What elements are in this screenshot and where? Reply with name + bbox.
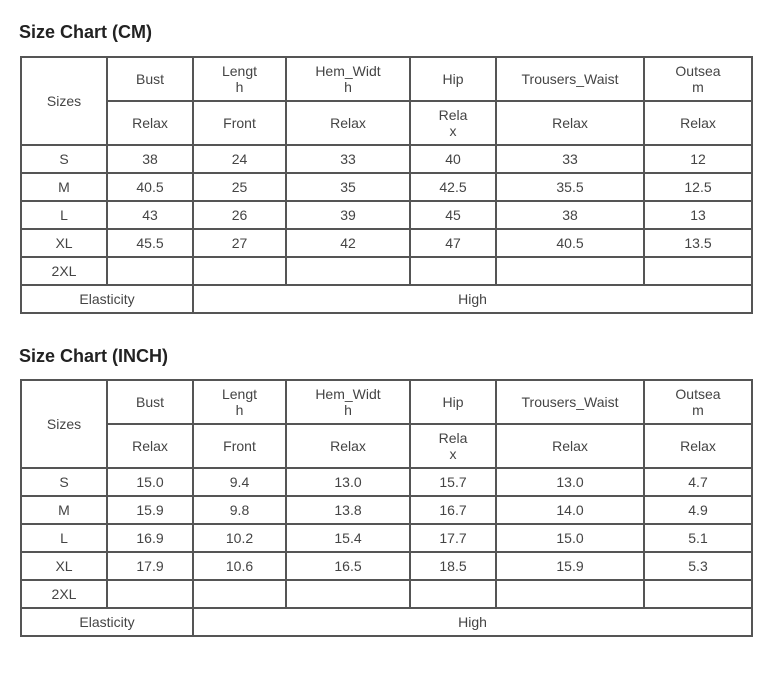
subheader-cell-text: Relax — [438, 107, 468, 139]
sizes-header-text: Sizes — [46, 416, 82, 432]
measurement-cell-text: 40.5 — [556, 235, 584, 251]
table-row — [21, 580, 752, 608]
measurement-cell-text: 45.5 — [136, 235, 164, 251]
measurement-cell — [107, 229, 193, 257]
measurement-cell — [286, 552, 410, 580]
subheader-cell-text: Relax — [330, 438, 366, 454]
elasticity-row — [21, 285, 752, 313]
measurement-cell — [644, 145, 752, 173]
size-label-cell — [21, 173, 107, 201]
measurement-cell — [644, 580, 752, 608]
measurement-cell-text: 45 — [445, 207, 461, 223]
measurement-cell-text: 15.9 — [136, 502, 164, 518]
length-header-text: Length — [221, 63, 258, 95]
table-row — [21, 524, 752, 552]
measurement-cell-text: 18.5 — [439, 558, 467, 574]
hip-header-text: Hip — [442, 394, 464, 410]
measurement-cell-text: 9.4 — [229, 474, 250, 490]
size-label-cell-text: L — [60, 207, 68, 223]
trousers-waist-header — [496, 57, 644, 101]
table-row — [21, 145, 752, 173]
size-label-cell — [21, 468, 107, 496]
trousers-waist-header-text: Trousers_Waist — [521, 71, 619, 87]
size-label-cell — [21, 524, 107, 552]
size-label-cell-text: XL — [55, 235, 73, 251]
measurement-cell — [286, 145, 410, 173]
subheader-cell-text: Relax — [330, 115, 366, 131]
measurement-cell — [496, 524, 644, 552]
measurement-cell — [193, 229, 286, 257]
measurement-cell — [496, 580, 644, 608]
subheader-cell-text: Relax — [132, 115, 168, 131]
measurement-cell — [193, 201, 286, 229]
measurement-cell-text: 4.7 — [688, 474, 708, 490]
length-header — [193, 380, 286, 424]
measurement-cell — [107, 524, 193, 552]
measurement-cell-text: 14.0 — [556, 502, 584, 518]
elasticity-label — [21, 285, 193, 313]
measurement-cell — [410, 145, 496, 173]
measurement-cell — [496, 552, 644, 580]
measurement-cell — [107, 580, 193, 608]
measurement-cell — [410, 229, 496, 257]
measurement-cell — [410, 552, 496, 580]
elasticity-label-text: Elasticity — [79, 291, 135, 307]
subheader-cell-text: Front — [223, 438, 256, 454]
measurement-cell-text: 33 — [340, 151, 356, 167]
subheader-cell — [496, 101, 644, 145]
size-label-cell-text: 2XL — [51, 263, 77, 279]
measurement-cell — [644, 496, 752, 524]
size-chart-inch-title: Size Chart (INCH) — [19, 346, 169, 366]
subheader-cell — [107, 424, 193, 468]
measurement-cell — [193, 580, 286, 608]
measurement-cell-text: 5.1 — [688, 530, 708, 546]
measurement-cell — [496, 257, 644, 285]
measurement-cell-text: 15.0 — [556, 530, 584, 546]
size-chart-inch-table — [20, 379, 753, 637]
hip-header — [410, 380, 496, 424]
subheader-cell-text: Relax — [680, 115, 716, 131]
header-row — [21, 57, 752, 101]
measurement-cell — [286, 257, 410, 285]
measurement-cell-text: 10.2 — [225, 530, 254, 546]
measurement-cell — [410, 496, 496, 524]
measurement-cell-text: 15.0 — [136, 474, 164, 490]
subheader-cell — [644, 424, 752, 468]
measurement-cell-text: 39 — [340, 207, 356, 223]
measurement-cell-text: 15.4 — [334, 530, 362, 546]
measurement-cell — [107, 496, 193, 524]
measurement-cell-text: 13.0 — [334, 474, 362, 490]
measurement-cell-text: 47 — [445, 235, 461, 251]
subheader-cell — [286, 424, 410, 468]
subheader-cell — [107, 101, 193, 145]
hip-header-text: Hip — [442, 71, 464, 87]
measurement-cell — [107, 257, 193, 285]
measurement-cell — [644, 173, 752, 201]
measurement-cell-text: 35.5 — [556, 179, 584, 195]
measurement-cell — [496, 229, 644, 257]
measurement-cell — [644, 201, 752, 229]
length-header-text: Length — [221, 386, 258, 418]
measurement-cell — [193, 145, 286, 173]
size-label-cell-text: S — [59, 151, 69, 167]
measurement-cell — [107, 201, 193, 229]
measurement-cell — [286, 173, 410, 201]
measurement-cell — [410, 257, 496, 285]
outseam-header-text: Outseam — [675, 386, 721, 418]
measurement-cell-text: 26 — [231, 207, 248, 223]
measurement-cell — [107, 173, 193, 201]
hem-width-header-text: Hem_Width — [315, 63, 381, 95]
measurement-cell-text: 25 — [231, 179, 248, 195]
size-label-cell — [21, 552, 107, 580]
measurement-cell-text: 16.7 — [439, 502, 467, 518]
measurement-cell — [193, 173, 286, 201]
measurement-cell-text: 10.6 — [225, 558, 254, 574]
subheader-cell — [193, 424, 286, 468]
size-label-cell — [21, 257, 107, 285]
sizes-header — [21, 57, 107, 145]
size-label-cell-text: M — [58, 179, 70, 195]
table-row — [21, 173, 752, 201]
table-row — [21, 468, 752, 496]
table-row — [21, 201, 752, 229]
measurement-cell-text: 13.0 — [556, 474, 584, 490]
size-label-cell-text: L — [60, 530, 68, 546]
measurement-cell-text: 12 — [690, 151, 706, 167]
subheader-cell — [410, 101, 496, 145]
measurement-cell — [193, 552, 286, 580]
bust-header-text: Bust — [135, 394, 164, 410]
size-chart-cm-body — [21, 57, 752, 313]
measurement-cell-text: 16.9 — [136, 530, 164, 546]
measurement-cell — [410, 524, 496, 552]
measurement-cell — [496, 496, 644, 524]
bust-header — [107, 380, 193, 424]
size-label-cell — [21, 496, 107, 524]
subheader-row — [21, 101, 752, 145]
measurement-cell-text: 33 — [562, 151, 578, 167]
measurement-cell-text: 40.5 — [136, 179, 164, 195]
measurement-cell — [410, 580, 496, 608]
measurement-cell — [107, 468, 193, 496]
table-row — [21, 496, 752, 524]
length-header — [193, 57, 286, 101]
measurement-cell — [644, 229, 752, 257]
hem-width-header — [286, 380, 410, 424]
measurement-cell — [286, 229, 410, 257]
measurement-cell-text: 17.7 — [439, 530, 467, 546]
table-row — [21, 257, 752, 285]
measurement-cell — [496, 173, 644, 201]
measurement-cell-text: 15.7 — [439, 474, 467, 490]
measurement-cell — [286, 496, 410, 524]
measurement-cell-text: 4.9 — [688, 502, 708, 518]
size-label-cell-text: XL — [55, 558, 73, 574]
size-label-cell-text: S — [59, 474, 69, 490]
measurement-cell-text: 17.9 — [136, 558, 164, 574]
measurement-cell — [644, 257, 752, 285]
measurement-cell-text: 42.5 — [439, 179, 467, 195]
measurement-cell — [496, 468, 644, 496]
measurement-cell — [193, 496, 286, 524]
outseam-header-text: Outseam — [675, 63, 721, 95]
size-label-cell — [21, 145, 107, 173]
size-chart-cm-table — [20, 56, 753, 314]
elasticity-label — [21, 608, 193, 636]
measurement-cell — [286, 468, 410, 496]
measurement-cell-text: 27 — [231, 235, 248, 251]
size-chart-cm-title: Size Chart (CM) — [19, 22, 153, 42]
size-label-cell — [21, 201, 107, 229]
hem-width-header — [286, 57, 410, 101]
size-label-cell-text: 2XL — [51, 586, 77, 602]
measurement-cell — [410, 201, 496, 229]
subheader-cell — [644, 101, 752, 145]
measurement-cell — [496, 201, 644, 229]
table-row — [21, 229, 752, 257]
measurement-cell-text: 13.5 — [684, 235, 712, 251]
measurement-cell — [193, 524, 286, 552]
subheader-cell-text: Relax — [438, 430, 468, 462]
measurement-cell-text: 16.5 — [334, 558, 362, 574]
size-chart-inch-body — [21, 380, 752, 636]
measurement-cell-text: 35 — [340, 179, 356, 195]
outseam-header — [644, 57, 752, 101]
measurement-cell — [286, 201, 410, 229]
hem-width-header-text: Hem_Width — [315, 386, 381, 418]
subheader-cell-text: Relax — [552, 438, 588, 454]
subheader-row — [21, 424, 752, 468]
subheader-cell — [193, 101, 286, 145]
measurement-cell-text: 12.5 — [684, 179, 712, 195]
measurement-cell — [286, 580, 410, 608]
sizes-header-text: Sizes — [46, 93, 82, 109]
measurement-cell-text: 13.8 — [334, 502, 362, 518]
measurement-cell — [644, 468, 752, 496]
measurement-cell-text: 38 — [142, 151, 158, 167]
size-label-cell — [21, 580, 107, 608]
measurement-cell — [193, 468, 286, 496]
bust-header-text: Bust — [135, 71, 164, 87]
measurement-cell — [107, 145, 193, 173]
size-label-cell — [21, 229, 107, 257]
subheader-cell — [410, 424, 496, 468]
measurement-cell — [644, 552, 752, 580]
trousers-waist-header — [496, 380, 644, 424]
measurement-cell-text: 40 — [445, 151, 461, 167]
table-row — [21, 552, 752, 580]
subheader-cell-text: Relax — [132, 438, 168, 454]
elasticity-label-text: Elasticity — [79, 614, 135, 630]
measurement-cell-text: 42 — [340, 235, 356, 251]
elasticity-value-text: High — [458, 614, 487, 630]
hip-header — [410, 57, 496, 101]
measurement-cell — [410, 173, 496, 201]
elasticity-value — [193, 608, 752, 636]
measurement-cell — [644, 524, 752, 552]
outseam-header — [644, 380, 752, 424]
trousers-waist-header-text: Trousers_Waist — [521, 394, 619, 410]
measurement-cell — [193, 257, 286, 285]
measurement-cell — [410, 468, 496, 496]
measurement-cell — [496, 145, 644, 173]
bust-header — [107, 57, 193, 101]
measurement-cell — [107, 552, 193, 580]
measurement-cell — [286, 524, 410, 552]
measurement-cell-text: 9.8 — [229, 502, 250, 518]
subheader-cell — [286, 101, 410, 145]
measurement-cell-text: 24 — [231, 151, 248, 167]
measurement-cell-text: 43 — [142, 207, 158, 223]
measurement-cell-text: 5.3 — [688, 558, 708, 574]
sizes-header — [21, 380, 107, 468]
subheader-cell-text: Relax — [552, 115, 588, 131]
elasticity-value-text: High — [458, 291, 487, 307]
elasticity-row — [21, 608, 752, 636]
elasticity-value — [193, 285, 752, 313]
measurement-cell-text: 38 — [562, 207, 578, 223]
header-row — [21, 380, 752, 424]
subheader-cell-text: Front — [223, 115, 256, 131]
subheader-cell — [496, 424, 644, 468]
subheader-cell-text: Relax — [680, 438, 716, 454]
measurement-cell-text: 15.9 — [556, 558, 584, 574]
size-label-cell-text: M — [58, 502, 70, 518]
measurement-cell-text: 13 — [690, 207, 706, 223]
